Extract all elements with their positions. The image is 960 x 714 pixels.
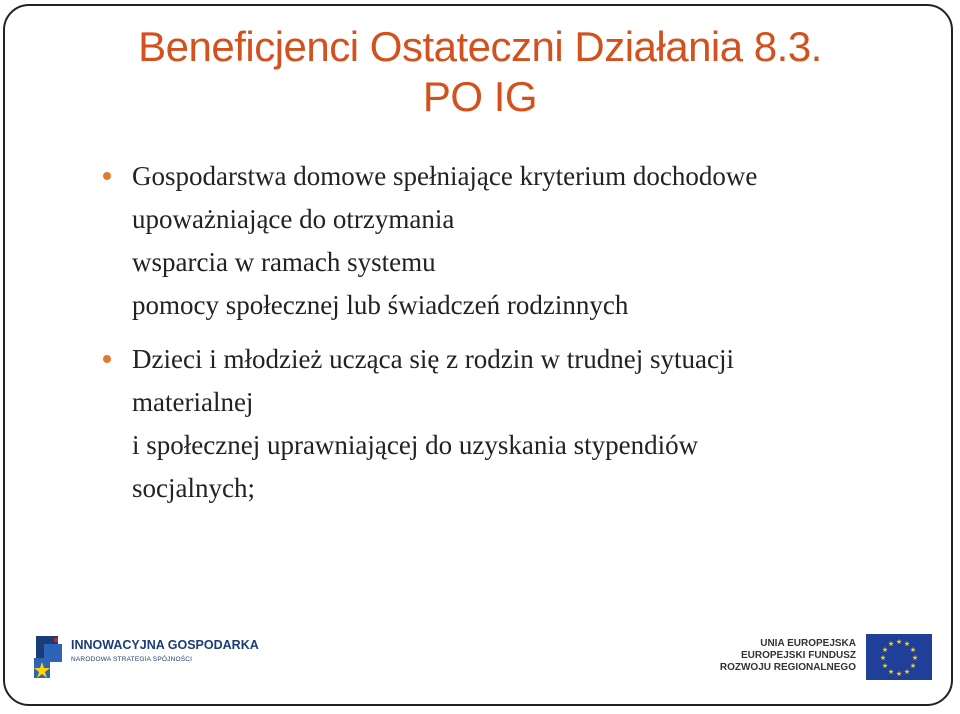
bullet-marker	[103, 355, 111, 363]
svg-text:★: ★	[895, 638, 903, 646]
bullet-1-line-1: Gospodarstwa domowe spełniające kryterium dochodowe	[132, 161, 758, 191]
bullet-marker	[103, 172, 111, 180]
eu-logo-text	[720, 638, 856, 674]
bullet-2-line-1: Dzieci i młodzież ucząca się z rodzin w trudnej sytuacji	[132, 344, 734, 374]
eu-flag-icon	[866, 634, 932, 680]
bullet-1-line-2: upoważniające do otrzymania wsparcia w ramach systemu	[132, 204, 455, 277]
title-line-2: PO IG	[422, 73, 538, 120]
svg-text:★: ★	[881, 662, 889, 670]
bullet-2-line-3: i społecznej uprawniającej do uzyskania stypendiów	[132, 430, 699, 460]
bullet-2-line-4: socjalnych;	[132, 473, 255, 503]
ig-logo-title: INNOWACYJNA GOSPODARKA	[71, 638, 259, 652]
eu-line-1: UNIA EUROPEJSKA	[760, 638, 856, 649]
slide-title	[60, 22, 900, 122]
svg-text:★: ★	[903, 640, 911, 648]
bullet-text-2	[132, 338, 734, 510]
svg-text:★: ★	[881, 646, 889, 654]
svg-text:★: ★	[887, 640, 895, 648]
bullet-2-line-2: materialnej	[132, 387, 254, 417]
title-line-1: Beneficjenci Ostateczni Działania 8.3.	[138, 23, 822, 70]
eu-line-3: ROZWOJU REGIONALNEGO	[719, 662, 856, 673]
svg-text:★: ★	[903, 668, 911, 676]
svg-text:★: ★	[909, 646, 917, 654]
eu-logo	[719, 632, 932, 682]
bullet-1-line-3: pomocy społecznej lub świadczeń rodzinnych	[132, 290, 629, 320]
ig-logo-subtitle: NARODOWA STRATEGIA SPÓJNOŚCI	[71, 656, 193, 663]
ig-emblem-icon	[34, 634, 66, 680]
svg-text:★: ★	[895, 670, 903, 678]
svg-text:★: ★	[911, 654, 919, 662]
svg-text:★: ★	[887, 668, 895, 676]
svg-text:★: ★	[879, 654, 887, 662]
svg-text:★: ★	[909, 662, 917, 670]
innowacyjna-gospodarka-logo	[34, 634, 259, 682]
bullet-text-1	[132, 155, 757, 327]
eu-line-2: EUROPEJSKI FUNDUSZ	[740, 650, 856, 661]
